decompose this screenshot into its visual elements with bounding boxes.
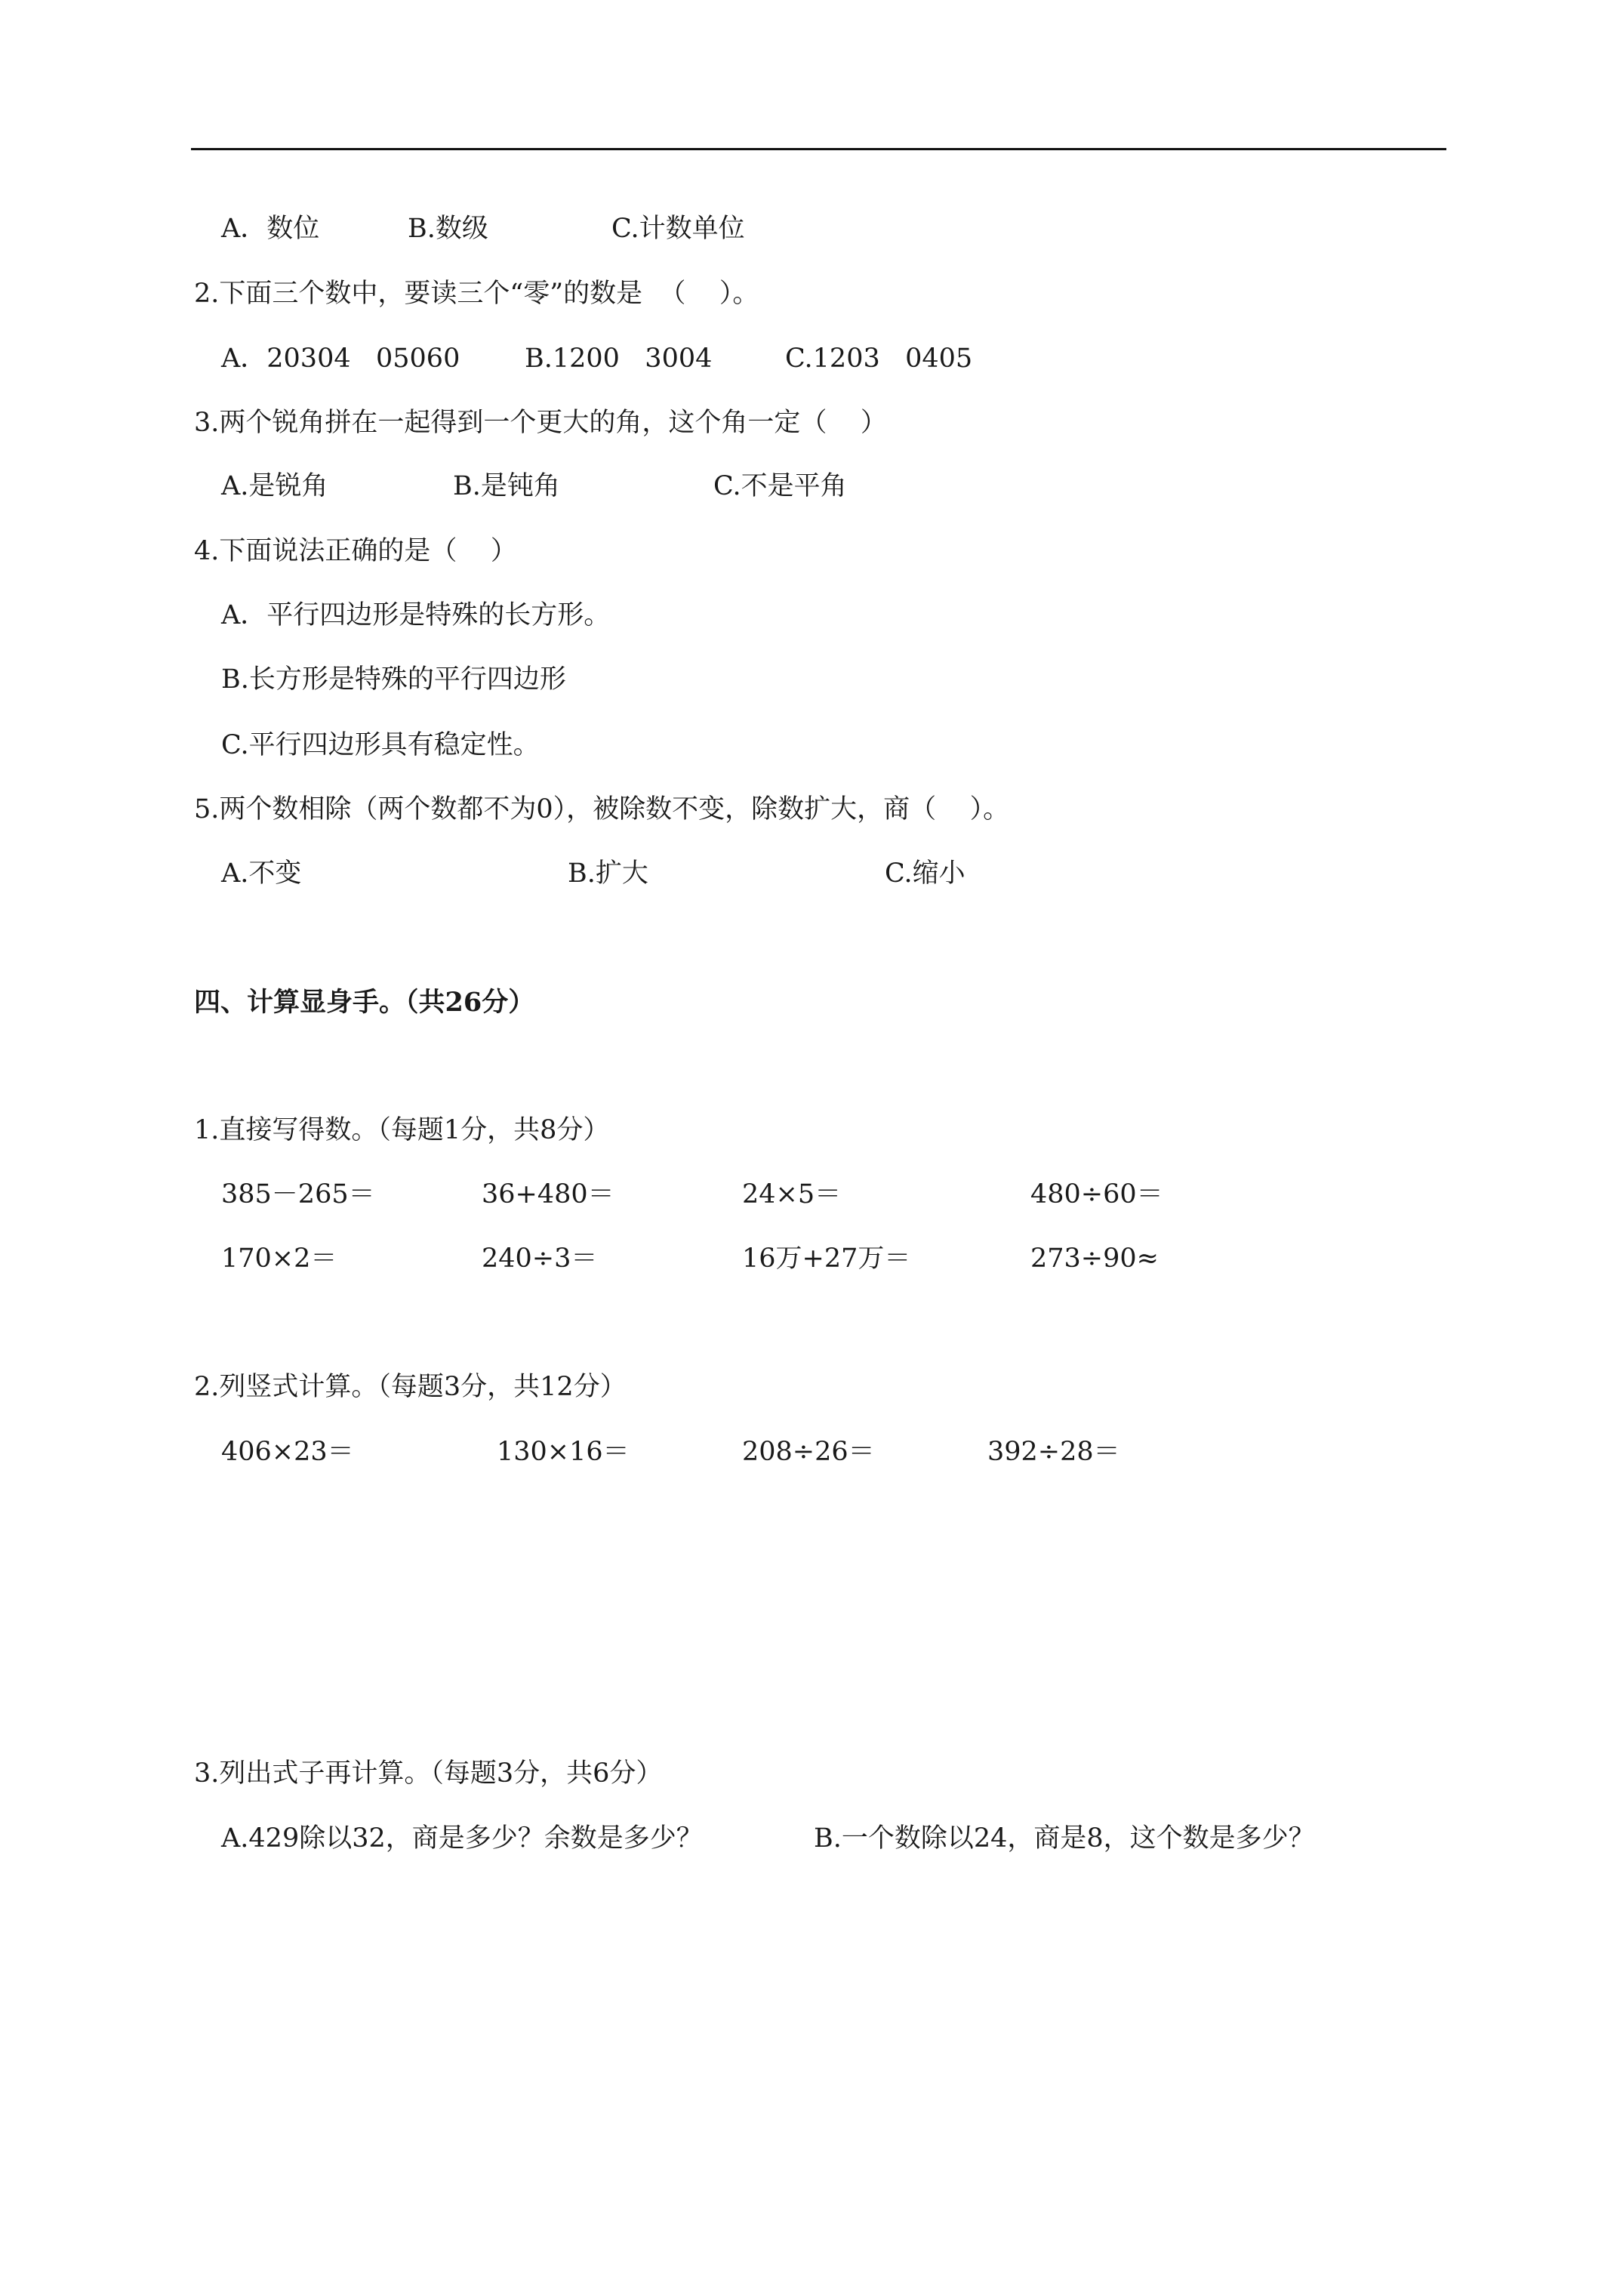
q3-stem: 3.两个锐角拼在一起得到一个更大的角，这个角一定（ ） <box>194 408 887 438</box>
mental-math-item: 170×2＝ <box>221 1244 337 1274</box>
mental-math-item: 36+480＝ <box>482 1179 614 1210</box>
q4-option-c: C.平行四边形具有稳定性。 <box>221 730 540 760</box>
q4-option-b: B.长方形是特殊的平行四边形 <box>221 664 566 695</box>
part-2-title: 2.列竖式计算。（每题3分，共12分） <box>194 1372 627 1402</box>
mental-math-item: 240÷3＝ <box>482 1244 598 1274</box>
section-4-heading: 四、计算显身手。（共26分） <box>194 987 535 1018</box>
q2-stem: 2.下面三个数中，要读三个“零”的数是 （ ）。 <box>194 279 759 309</box>
q1-option-b: B.数级 <box>408 214 488 244</box>
header-rule <box>191 148 1446 150</box>
mental-math-item: 480÷60＝ <box>1030 1179 1163 1210</box>
q2-option-a: A．20304 05060 <box>221 344 460 374</box>
mental-math-item: 385－265＝ <box>221 1179 375 1210</box>
word-problem-b: B.一个数除以24，商是8，这个数是多少？ <box>814 1823 1315 1854</box>
mental-math-item: 273÷90≈ <box>1030 1244 1159 1274</box>
q3-option-a: A.是锐角 <box>221 471 328 501</box>
q5-stem: 5.两个数相除（两个数都不为0），被除数不变，除数扩大，商（ ）。 <box>194 794 1010 824</box>
vertical-calc-item: 406×23＝ <box>221 1437 354 1467</box>
q5-option-c: C.缩小 <box>885 858 965 889</box>
mental-math-item: 16万+27万＝ <box>742 1244 911 1274</box>
vertical-calc-item: 392÷28＝ <box>987 1437 1120 1467</box>
q5-option-a: A.不变 <box>221 858 302 889</box>
q2-option-b: B.1200 3004 <box>525 344 713 374</box>
part-1-title: 1.直接写得数。（每题1分，共8分） <box>194 1115 610 1145</box>
q1-option-c: C.计数单位 <box>611 214 745 244</box>
q2-option-c: C.1203 0405 <box>785 344 973 374</box>
q4-stem: 4.下面说法正确的是（ ） <box>194 536 517 566</box>
q4-option-a: A．平行四边形是特殊的长方形。 <box>221 600 611 630</box>
q3-option-b: B.是钝角 <box>453 471 560 501</box>
vertical-calc-item: 208÷26＝ <box>742 1437 875 1467</box>
q3-option-c: C.不是平角 <box>713 471 847 501</box>
mental-math-item: 24×5＝ <box>742 1179 842 1210</box>
part-3-title: 3.列出式子再计算。（每题3分，共6分） <box>194 1758 663 1789</box>
q1-option-a: A．数位 <box>221 214 320 244</box>
vertical-calc-item: 130×16＝ <box>497 1437 630 1467</box>
word-problem-a: A.429除以32，商是多少？余数是多少？ <box>221 1823 703 1854</box>
q5-option-b: B.扩大 <box>568 858 648 889</box>
